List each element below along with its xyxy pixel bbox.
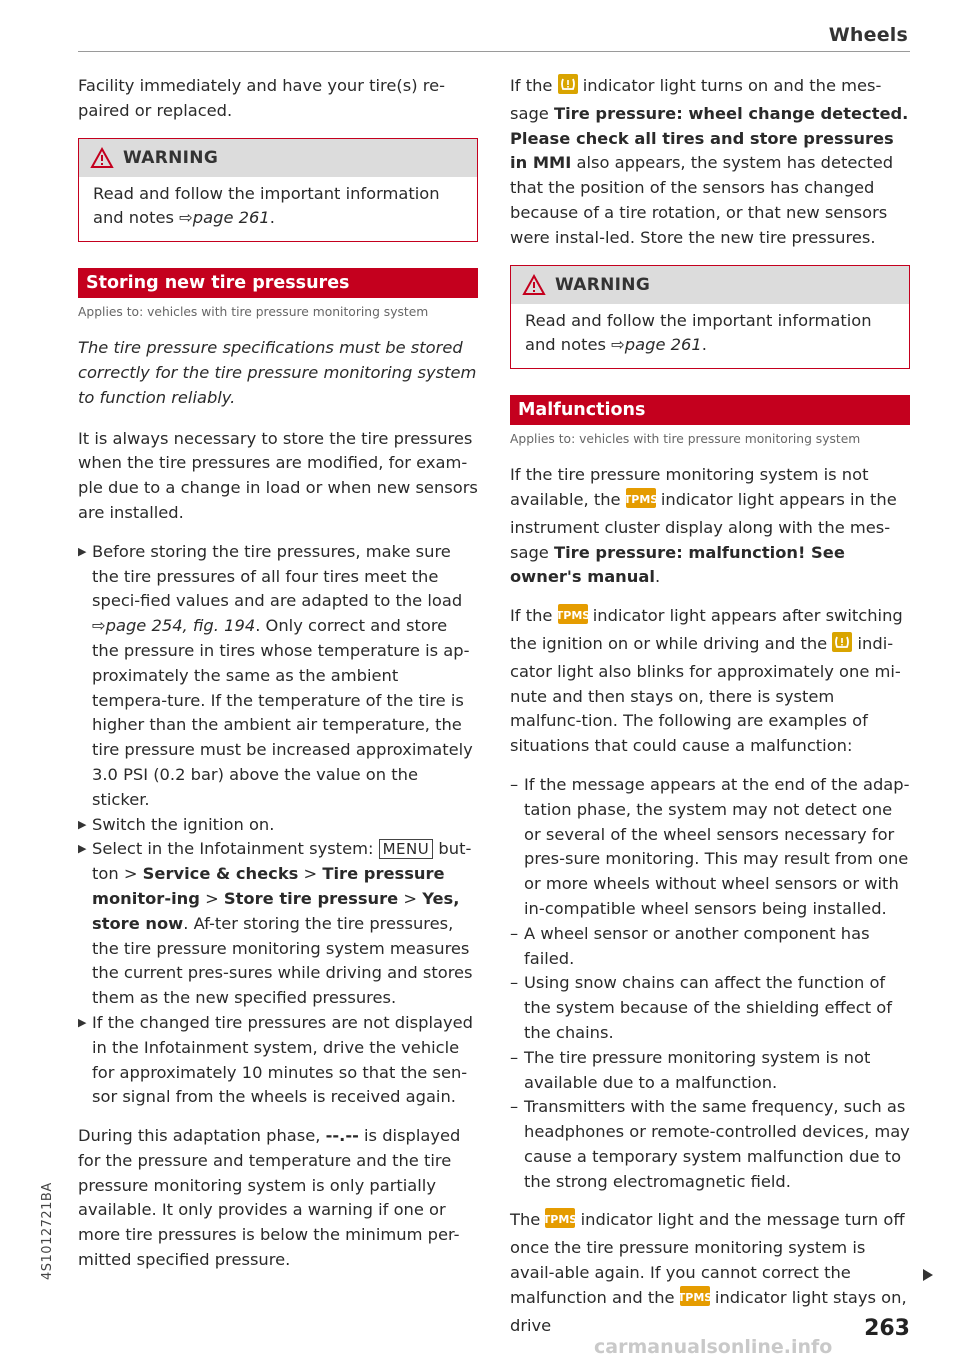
watermark: carmanualsonline.info: [594, 1336, 833, 1358]
left-column: [78, 74, 478, 1287]
body-paragraph: [510, 1208, 910, 1338]
page-ref-link[interactable]: ⇨page 254, fig. 194: [92, 616, 256, 636]
para-text: The: [510, 1210, 546, 1230]
tpms-indicator-icon: [623, 488, 658, 516]
svg-text:TPMS: TPMS: [555, 609, 590, 623]
tpms-indicator-icon: [677, 1286, 712, 1314]
section-heading-malfunctions: Malfunctions: [510, 395, 910, 425]
menu-path-tpms: Tire pressure monitor-ing: [92, 864, 445, 908]
tire-pressure-indicator-icon: [832, 632, 852, 660]
triangle-bullet-icon: ▶: [78, 544, 87, 558]
triangle-bullet-icon: ▶: [78, 842, 87, 856]
list-item: [510, 773, 910, 922]
triangle-bullet-icon: ▶: [78, 1015, 87, 1029]
lead-paragraph: The tire pressure specifications must be stored correctly for the tire pressure monitoring system to function reliably.: [78, 338, 477, 407]
warning-title: WARNING: [123, 147, 219, 168]
message-text: Tire pressure: malfunction! See owner's manual: [510, 542, 845, 587]
item-text: The tire pressure monitoring system is not available due to a malfunction.: [524, 1047, 871, 1092]
body-paragraph: [78, 1124, 478, 1273]
item-text: >: [398, 888, 423, 908]
warning-box-left: [78, 138, 478, 243]
item-text: Before storing the tire pressures, make sure the tire pressures of all four tires meet the speci-fied values and are adapted to the load: [92, 541, 463, 611]
triangle-bullet-icon: ▶: [78, 817, 87, 831]
dash-bullet: –: [510, 923, 519, 943]
item-text: . Only correct and store the pressure in tires whose temperature is ap-proximately the same as the ambient tempera-ture. If the temperature of the tire is higher than the ambient air temperature, the tire pressure must be increased approximately 3.0 PSI (0.2 bar) above the value on the sticker.: [92, 616, 473, 809]
right-column: [510, 74, 910, 1352]
svg-text:TPMS: TPMS: [677, 1290, 712, 1304]
item-text: If the message appears at the end of the adap-tation phase, the system may not detect one or several of the wheel sensors necessary for pres-sure monitoring. This may result from one or more wheels without wheel sensors or with in-compatible wheel sensors being installed.: [524, 774, 910, 918]
page-number: 263: [864, 1316, 910, 1341]
warning-title: WARNING: [555, 274, 651, 295]
page-header-title: Wheels: [828, 24, 908, 46]
body-paragraph: [510, 74, 910, 251]
para-text: indi-cator light also blinks for approximately one mi-nute and then stays on, there is system malfunc-tion. The following are examples of situations that could cause a malfunction:: [510, 633, 901, 756]
item-text: If the changed tire pressures are not displayed in the Infotainment system, drive the vehicle for approximately 10 minutes so that the sen-sor signal from the wheels is received again.: [92, 1012, 473, 1107]
warning-header: [511, 266, 909, 304]
menu-key: MENU: [379, 839, 434, 859]
applies-to-note: Applies to: vehicles with tire pressure monitoring system: [78, 305, 429, 320]
list-item: [78, 540, 478, 813]
para-text: During this adaptation phase,: [78, 1126, 326, 1146]
tpms-indicator-icon: [555, 604, 590, 632]
para-text: also appears, the system has detected that the position of the sensors has changed because of a tire rotation, or that new sensors were instal-led. Store the new tire pressures.: [510, 153, 894, 247]
para-text: indicator light stays on, drive: [510, 1287, 907, 1335]
item-text: >: [298, 864, 323, 884]
list-item: [78, 813, 478, 838]
svg-text:TPMS: TPMS: [623, 492, 658, 506]
warning-triangle-icon: [523, 275, 545, 295]
dash-bullet: –: [510, 973, 519, 993]
item-text: Using snow chains can affect the function of the system because of the shielding effect of the chains.: [524, 973, 892, 1042]
warning-text: Read and follow the important information and notes: [93, 183, 440, 228]
item-text: Select in the Infotainment system:: [92, 839, 379, 859]
warning-triangle-icon: [91, 148, 113, 168]
malfunction-causes-list: [510, 773, 910, 1195]
para-text: is displayed for the pressure and temperature and the tire pressure monitoring system is only partially available. It only provides a warning if one or more tire pressures is below the minimum per-mitted specified pressure.: [78, 1126, 461, 1270]
para-text: If the tire pressure monitoring system is not available, the: [510, 465, 869, 509]
item-text: . Af-ter storing the tire pressures, the tire pressure monitoring system measures the current pres-sures while driving and stores them as the new specified pressures.: [92, 913, 473, 1008]
menu-path-store: Store tire pressure: [223, 888, 399, 908]
warning-text: Read and follow the important information and notes: [525, 310, 872, 355]
continue-arrow-icon: [922, 1268, 934, 1282]
intro-paragraph: Facility immediately and have your tire(s) re-paired or replaced.: [78, 76, 445, 120]
body-paragraph: It is always necessary to store the tire pressures when the tire pressures are modified, for exam-ple due to a change in load or when new sensors are installed.: [78, 428, 478, 522]
warning-body: [511, 304, 909, 369]
document-code: 4S1012721BA: [40, 1182, 55, 1280]
svg-text:TPMS: TPMS: [543, 1213, 578, 1227]
item-text: Transmitters with the same frequency, such as headphones or remote-controlled devices, may cause a temporary system malfunction due to the strong electromagnetic field.: [524, 1097, 910, 1191]
list-item: [510, 1046, 910, 1096]
dash-bullet: –: [510, 774, 519, 794]
list-item: [510, 1095, 910, 1194]
para-text: indicator light and the message turn off once the tire pressure monitoring system is avail-able again. If you cannot correct the malfunction and the: [510, 1210, 905, 1307]
placeholder-value: --.--: [325, 1126, 359, 1146]
instruction-list: [78, 540, 478, 1110]
warning-end: .: [701, 335, 707, 355]
para-text: indicator light appears after switching the ignition on or while driving and the: [510, 606, 903, 653]
item-text: A wheel sensor or another component has failed.: [524, 923, 870, 968]
para-text: If the: [510, 76, 558, 95]
dash-bullet: –: [510, 1047, 519, 1067]
warning-header: [79, 139, 477, 177]
tire-pressure-indicator-icon: [558, 74, 578, 102]
menu-path-yes: Yes, store now: [92, 888, 460, 933]
page-ref-link[interactable]: ⇨page 261: [179, 208, 270, 228]
dash-bullet: –: [510, 1097, 519, 1117]
page-ref-link[interactable]: ⇨page 261: [611, 335, 702, 355]
applies-to-note: Applies to: vehicles with tire pressure monitoring system: [510, 432, 861, 447]
item-text: >: [199, 888, 224, 908]
warning-body: [79, 177, 477, 242]
para-text: indicator light turns on and the mes-sage: [510, 76, 882, 123]
menu-path-service: Service & checks: [142, 864, 299, 884]
message-text: Tire pressure: wheel change detected. Please check all tires and store pressures in MMI: [510, 103, 909, 173]
list-item: [78, 837, 478, 1011]
body-paragraph: [510, 463, 910, 590]
body-paragraph: [510, 604, 910, 759]
para-text: .: [654, 567, 661, 587]
header-divider: [78, 51, 910, 52]
para-text: indicator light appears in the instrument cluster display along with the mes-sage: [510, 489, 897, 562]
warning-box-right: [510, 265, 910, 370]
para-text: If the: [510, 606, 558, 626]
list-item: [78, 1011, 478, 1110]
warning-end: .: [269, 208, 275, 228]
tpms-indicator-icon: [543, 1208, 578, 1236]
item-text: Switch the ignition on.: [92, 814, 275, 834]
list-item: [510, 971, 910, 1045]
item-text: but-ton >: [92, 839, 472, 884]
section-heading-storing: Storing new tire pressures: [78, 268, 478, 298]
list-item: [510, 922, 910, 972]
